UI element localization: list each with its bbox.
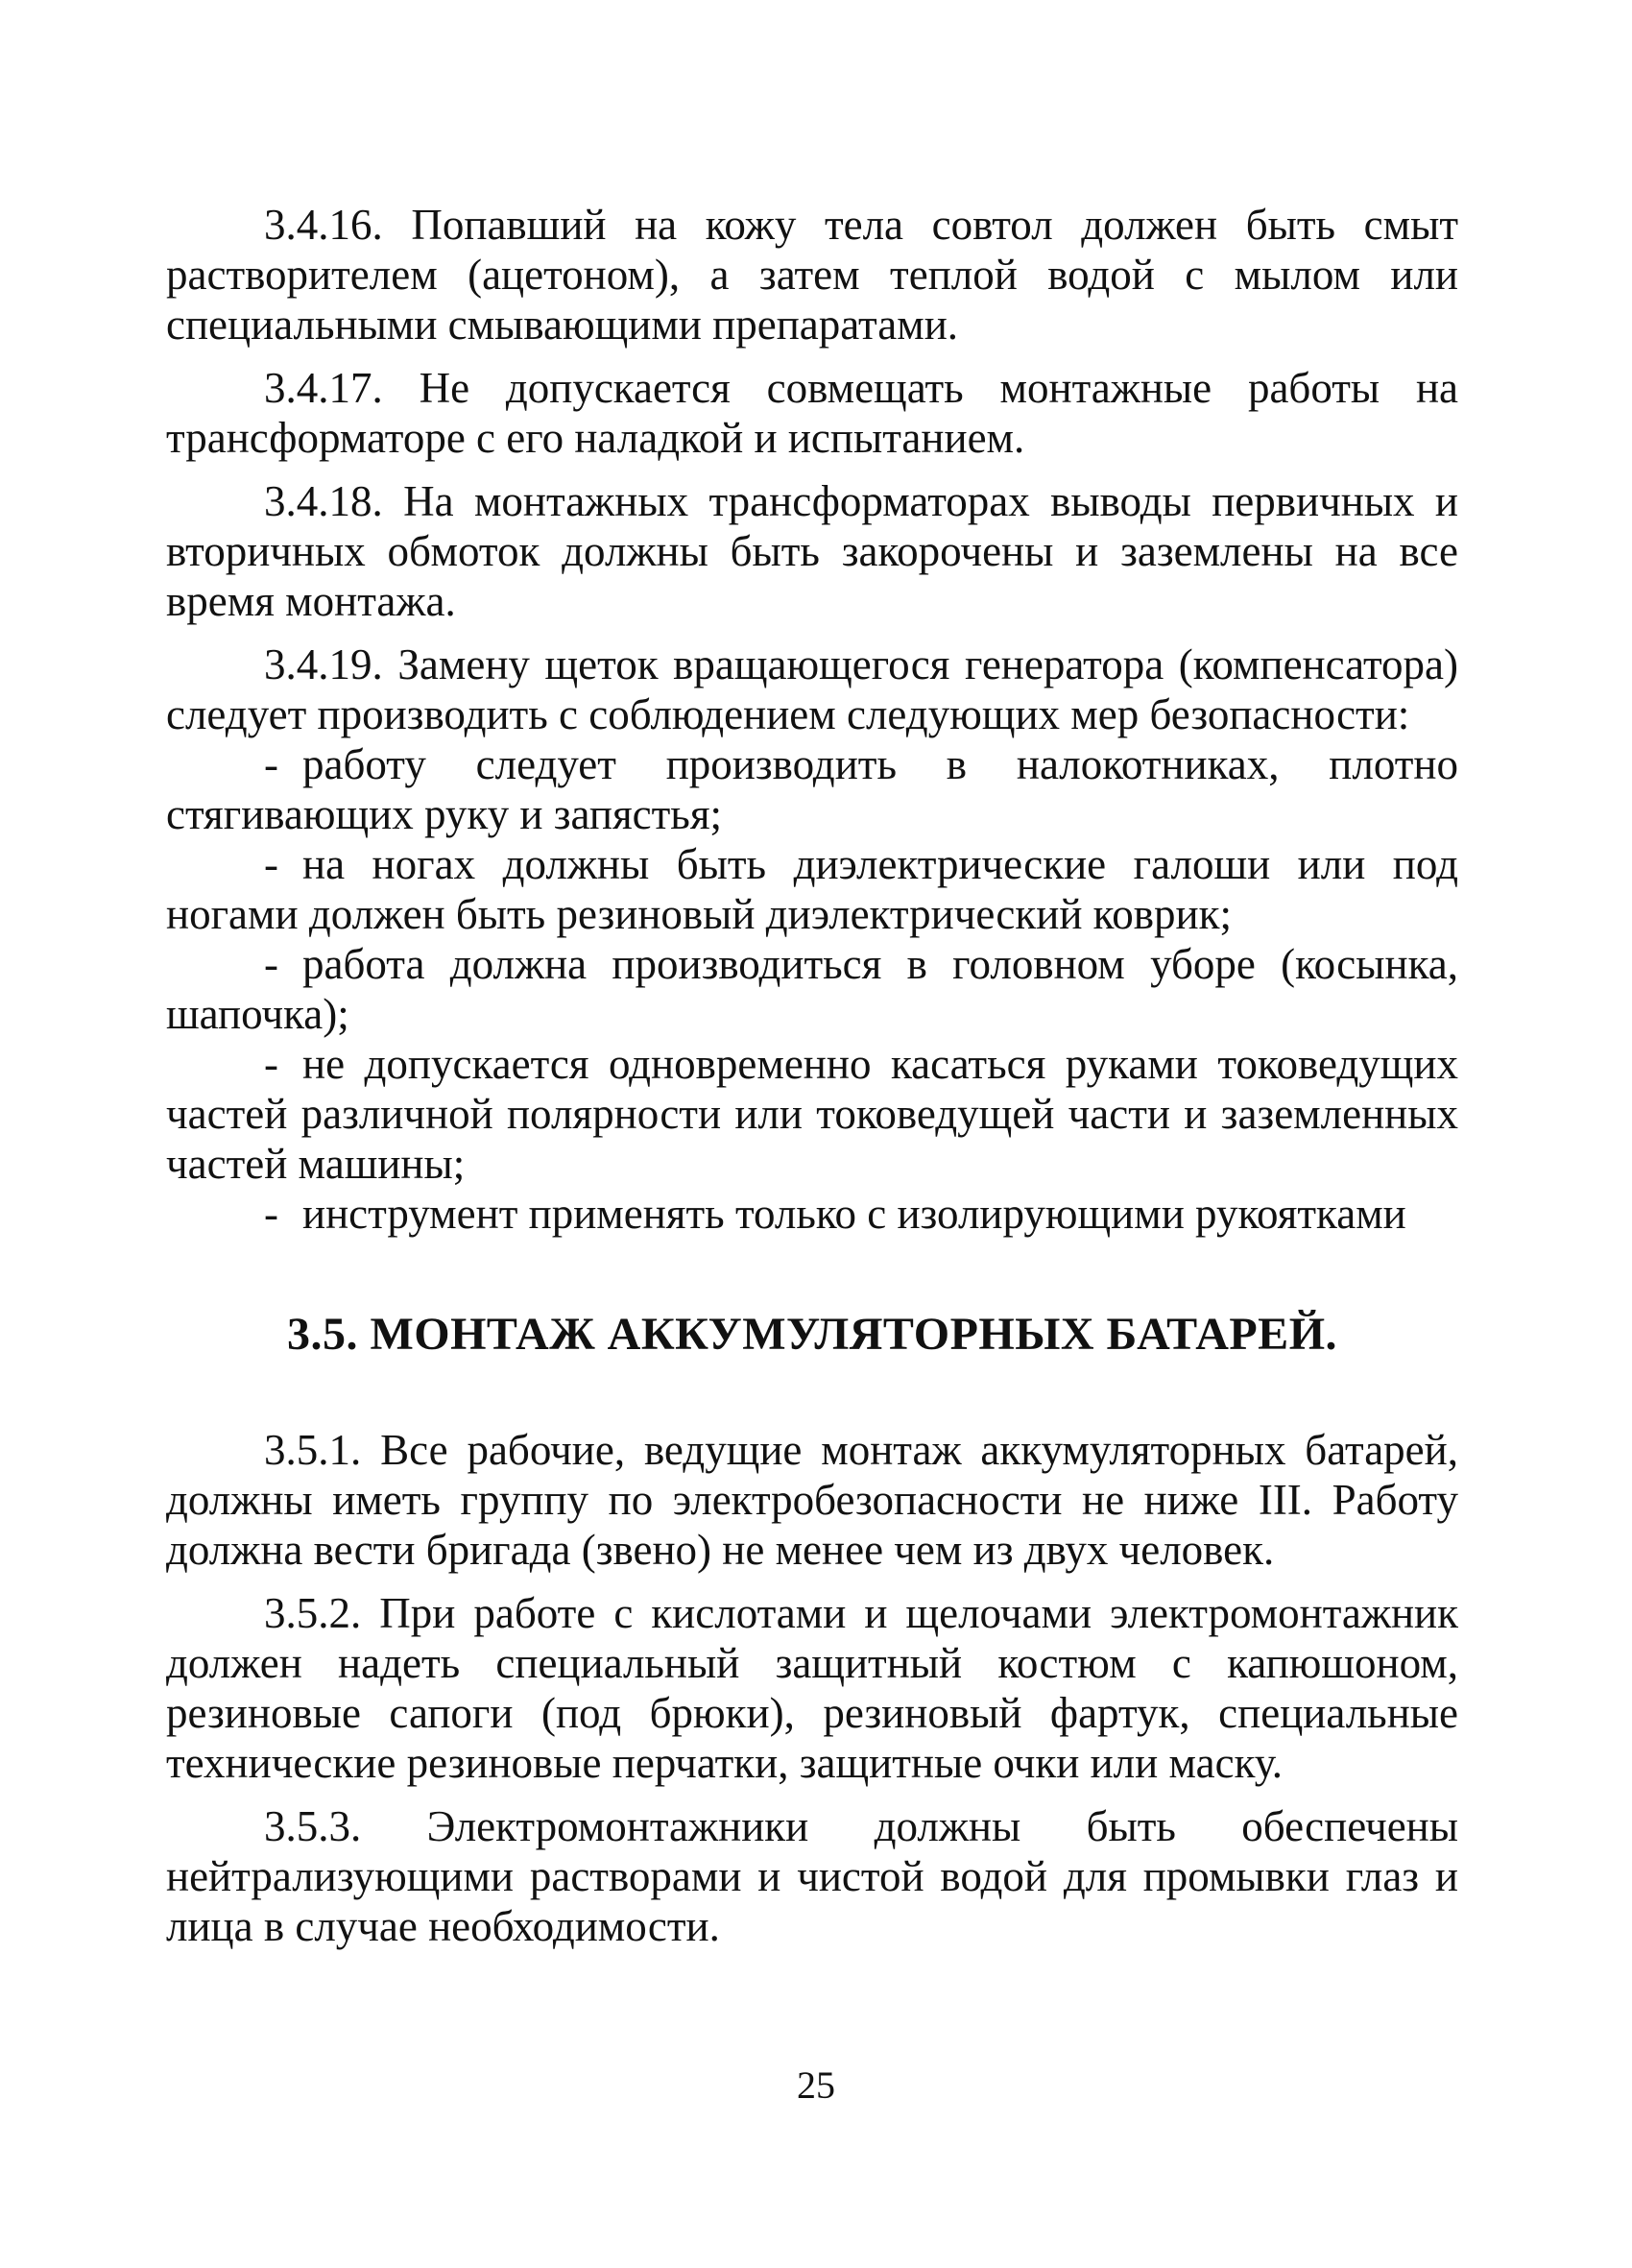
list-item bbox=[166, 1189, 1458, 1239]
section-heading: 3.5. МОНТАЖ АККУМУЛЯТОРНЫХ БАТАРЕЙ. bbox=[286, 1309, 1338, 1360]
list-item-text: не допускается одновременно касаться руками токоведущих частей различной полярности или токоведущей части и заземленных частей машины; bbox=[166, 1040, 1458, 1188]
list-item bbox=[166, 739, 1458, 839]
list-item bbox=[166, 839, 1458, 939]
list-item-text: инструмент применять только с изолирующими рукоятками bbox=[302, 1190, 1406, 1238]
list-item bbox=[166, 1039, 1458, 1189]
paragraph-3-4-16: 3.4.16. Попавший на кожу тела совтол должен быть смыт растворителем (ацетоном), а затем теплой водой с мылом или специальными смывающими препаратами. bbox=[166, 201, 1458, 349]
list-dash: - bbox=[264, 1040, 278, 1088]
page-number: 25 bbox=[797, 2063, 835, 2107]
list-dash: - bbox=[264, 940, 278, 988]
list-item-text: работу следует производить в налокотниках, плотно стягивающих руку и запястья; bbox=[166, 740, 1458, 838]
paragraph-3-5-1: 3.5.1. Все рабочие, ведущие монтаж аккумуляторных батарей, должны иметь группу по электробезопасности не ниже III. Работу должна вести бригада (звено) не менее чем из двух человек. bbox=[166, 1426, 1458, 1574]
paragraph-3-5-2: 3.5.2. При работе с кислотами и щелочами электромонтажник должен надеть специальный защитный костюм с капюшоном, резиновые сапоги (под брюки), резиновый фартук, специальные технические резиновые перчатки, защитные очки или маску. bbox=[166, 1589, 1458, 1787]
list-dash: - bbox=[264, 840, 278, 888]
list-dash: - bbox=[264, 1190, 278, 1238]
safety-measures-list bbox=[166, 739, 1458, 1239]
list-item bbox=[166, 939, 1458, 1039]
list-dash: - bbox=[264, 740, 278, 788]
paragraph-3-5-3: 3.5.3. Электромонтажники должны быть обеспечены нейтрализующими растворами и чистой водой для промывки глаз и лица в случае необходимости. bbox=[166, 1802, 1458, 1950]
list-item-text: на ногах должны быть диэлектрические галоши или под ногами должен быть резиновый диэлектрический коврик; bbox=[166, 840, 1458, 938]
list-item-text: работа должна производиться в головном уборе (косынка, шапочка); bbox=[166, 940, 1458, 1038]
paragraph-3-4-17: 3.4.17. Не допускается совмещать монтажные работы на трансформаторе с его наладкой и испытанием. bbox=[166, 364, 1458, 462]
paragraph-3-4-19: 3.4.19. Замену щеток вращающегося генератора (компенсатора) следует производить с соблюдением следующих мер безопасности: bbox=[166, 640, 1458, 738]
page-content bbox=[166, 200, 1458, 1951]
paragraph-3-4-18: 3.4.18. На монтажных трансформаторах выводы первичных и вторичных обмоток должны быть закорочены и заземлены на все время монтажа. bbox=[166, 477, 1458, 625]
